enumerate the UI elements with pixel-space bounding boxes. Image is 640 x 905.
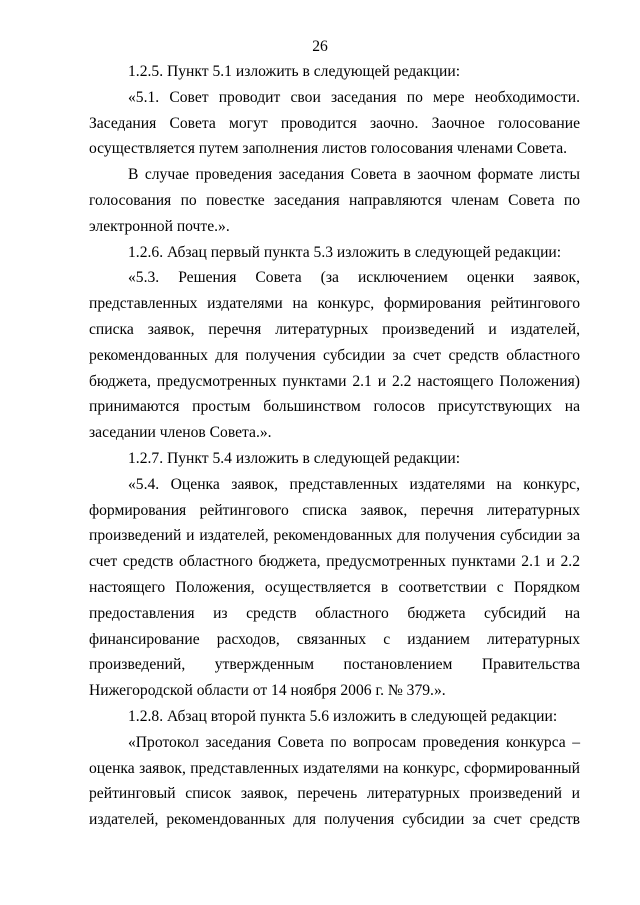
paragraph-protocol: «Протокол заседания Совета по вопросам проведения конкурса – оценка заявок, представленных издателями на конкурс, сформированный рейтинговый список заявок, перечень литературных произведений и издателей, рекомендованных для получения субсидии за счет средств (89, 733, 580, 829)
page-number: 26 (312, 38, 328, 55)
paragraph-absentee-voting: В случае проведения заседания Совета в заочном формате листы голосования по повестке заседания направляются членам Совета по электронной почте.». (89, 166, 580, 235)
paragraph-1-2-7: 1.2.7. Пункт 5.4 изложить в следующей редакции: (128, 449, 461, 467)
paragraph-1-2-5: 1.2.5. Пункт 5.1 изложить в следующей редакции: (128, 63, 461, 80)
paragraph-5-1: «5.1. Совет проводит свои заседания по мере необходимости. Заседания Совета могут проводится заочно. Заочное голосование осуществляется путем заполнения листов голосования членами Совета. (89, 88, 580, 158)
paragraph-1-2-6: 1.2.6. Абзац первый пункта 5.3 изложить в следующей редакции: (128, 243, 562, 261)
paragraph-5-3: «5.3. Решения Совета (за исключением оценки заявок, представленных издателями на конкурс, формирования рейтингового списка заявок, перечня литературных произведений и издателей, рекомендованных для получения субсидии за счет средств областного бюджета, предусмотренных пунктами 2.1 и 2.2 настоящего Положения) принимаются простым большинством голосов присутствующих на заседании членов Совета.». (89, 269, 580, 442)
paragraph-5-4: «5.4. Оценка заявок, представленных издателями на конкурс, формирования рейтингового списка заявок, перечня литературных произведений и издателей, рекомендованных для получения субсидии за счет средств областного бюджета, предусмотренных пунктами 2.1 и 2.2 настоящего Положения, осуществляется в соответствии с Порядком предоставления из средств областного бюджета субсидий на финансирование расходов, связанных с изданием литературных произведений, утвержденным постановлением Правительства Нижегородской области от 14 ноября 2006 г. № 379.». (89, 475, 580, 700)
paragraph-1-2-8: 1.2.8. Абзац второй пункта 5.6 изложить в следующей редакции: (128, 707, 558, 725)
document-body (89, 59, 580, 833)
